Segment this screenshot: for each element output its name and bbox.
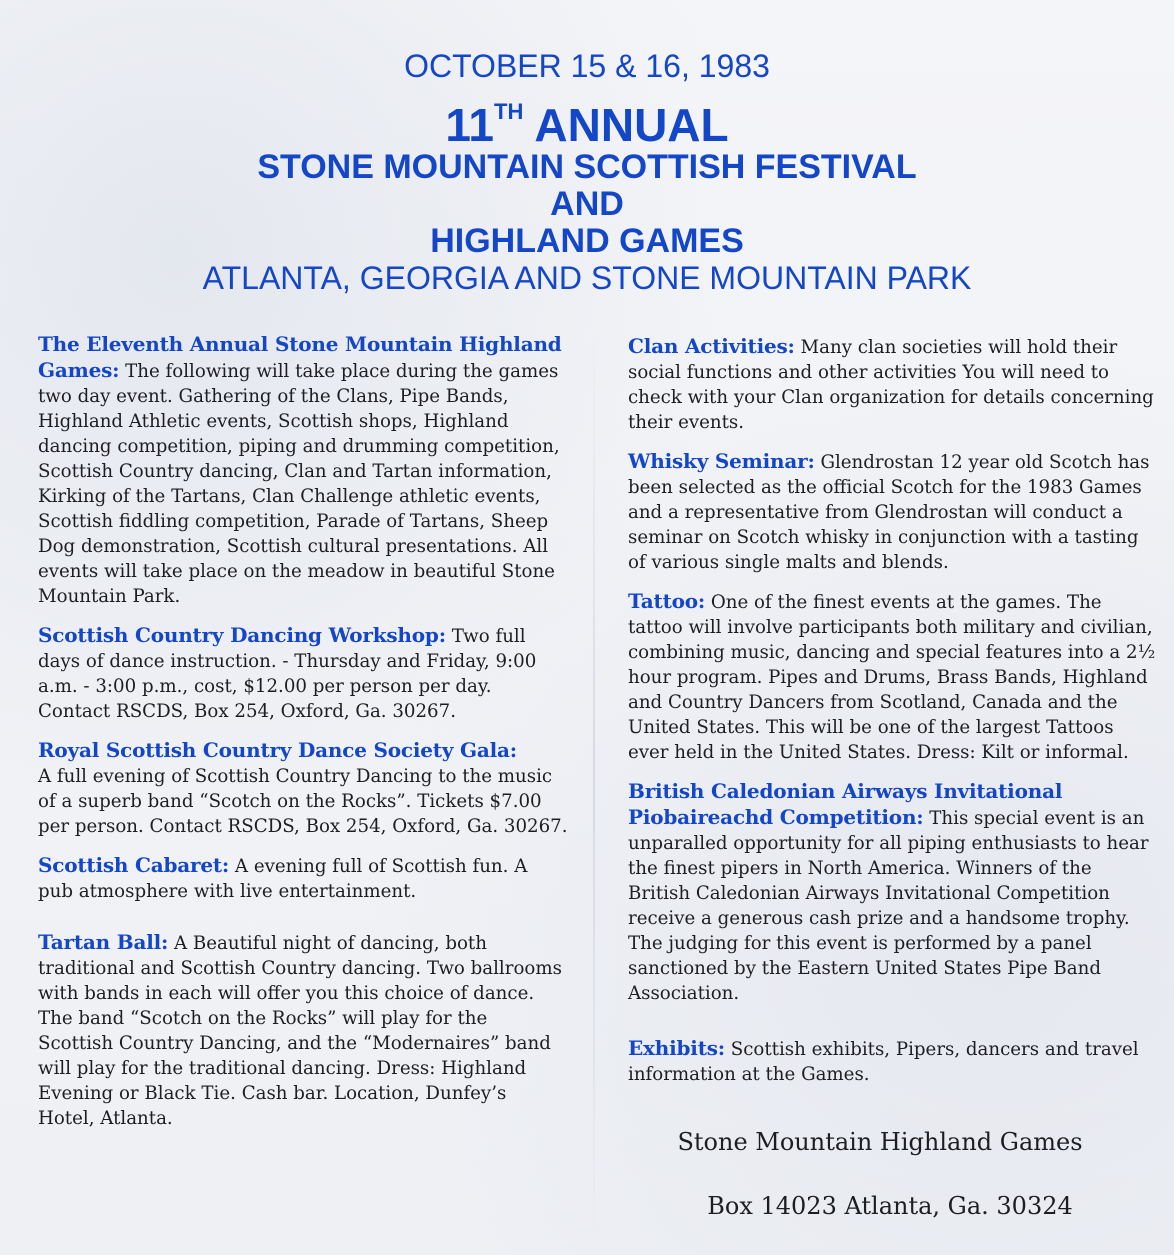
section-body: A evening full of Scottish fun. A pub atmosphere with live entertainment. <box>38 856 528 902</box>
games-title: HIGHLAND GAMES <box>430 222 744 260</box>
section-clan-activities <box>628 334 1158 435</box>
section-body: Glendrostan 12 year old Scotch has been selected as the official Scotch for the 1983 Games and a representative from Glendrostan will conduct a seminar on Scotch whisky in conjunction with a tasting of various single malts and blends. <box>628 452 1150 573</box>
page-header <box>0 48 1174 296</box>
section-heading: Tattoo: <box>628 589 706 613</box>
page-fold-divider <box>593 320 595 1255</box>
section-body: A Beautiful night of dancing, both traditional and Scottish Country dancing. Two ballrooms with bands in each will offer you this choice of dance. The band “Scotch on the Rocks” will play for the Scottish Country Dancing, and the “Modernaires” band will play for the traditional dancing. Dress: Highland Evening or Black Tie. Cash bar. Location, Dunfey’s Hotel, Atlanta. <box>38 933 562 1129</box>
section-body: Scottish exhibits, Pipers, dancers and travel information at the Games. <box>628 1039 1139 1085</box>
right-column <box>628 334 1158 1101</box>
annual-suffix: TH <box>494 99 524 124</box>
section-heading: The Eleventh Annual Stone Mountain Highland Games: <box>38 332 562 382</box>
section-heading: Royal Scottish Country Dance Society Gala: <box>38 738 517 762</box>
section-heading: Exhibits: <box>628 1036 725 1060</box>
section-body: A full evening of Scottish Country Dancing to the music of a superb band “Scotch on the Rocks”. Tickets $7.00 per person. Contact RSCDS, Box 254, Oxford, Ga. 30267. <box>38 766 568 837</box>
section-body: The following will take place during the games two day event. Gathering of the Clans, Pipe Bands, Highland Athletic events, Scottish shops, Highland dancing competition, piping and drumming competition, Scottish Country dancing, Clan and Tartan information, Kirking of the Tartans, Clan Challenge athletic events, Scottish fiddling competition, Parade of Tartans, Sheep Dog demonstration, Scottish cultural presentations. All events will take place on the meadow in beautiful Stone Mountain Park. <box>38 361 560 607</box>
section-rscds-gala <box>38 738 568 839</box>
section-tattoo <box>628 589 1158 765</box>
section-heading: Scottish Cabaret: <box>38 853 230 877</box>
section-heading: Tartan Ball: <box>38 930 169 954</box>
event-date: OCTOBER 15 & 16, 1983 <box>404 48 770 84</box>
section-body: One of the finest events at the games. The tattoo will involve participants both military and civilian, combining music, dancing and special features into a 2½ hour program. Pipes and Drums, Brass Bands, Highland and Country Dancers from Scotland, Canada and the United States. This will be one of the largest Tattoos ever held in the United States. Dress: Kilt or informal. <box>628 592 1156 763</box>
section-heading: Whisky Seminar: <box>628 449 815 473</box>
festival-title: STONE MOUNTAIN SCOTTISH FESTIVAL <box>257 148 917 186</box>
section-body: Two full days of dance instruction. - Thursday and Friday, 9:00 a.m. - 3:00 p.m., cost, $12.00 per person per day. Contact RSCDS, Box 254, Oxford, Ga. 30267. <box>38 626 537 722</box>
left-column <box>38 332 568 1145</box>
section-body: This special event is an unparalled opportunity for all piping enthusiasts to hear the finest pipers in North America. Winners of the British Caledonian Airways Invitational Competition receive a generous cash prize and a handsome trophy. The judging for this event is performed by a panel sanctioned by the Eastern United States Pipe Band Association. <box>628 808 1149 1004</box>
section-piobaireachd-competition <box>628 779 1158 1006</box>
annual-word: ANNUAL <box>534 99 729 151</box>
section-body: Many clan societies will hold their social functions and other activities You will need to check with your Clan organization for details concerning their events. <box>628 337 1154 433</box>
section-heading: Scottish Country Dancing Workshop: <box>38 623 446 647</box>
section-dancing-workshop <box>38 623 568 724</box>
festival-title-and: AND <box>550 185 624 223</box>
section-highland-games <box>38 332 568 609</box>
footer-organization: Stone Mountain Highland Games <box>677 1128 1083 1156</box>
section-cabaret <box>38 853 568 904</box>
section-tartan-ball <box>38 930 568 1131</box>
section-exhibits <box>628 1036 1158 1087</box>
section-whisky-seminar <box>628 449 1158 575</box>
section-heading: Clan Activities: <box>628 334 795 358</box>
event-location: ATLANTA, GEORGIA AND STONE MOUNTAIN PARK <box>202 260 972 296</box>
annual-number: 11 <box>445 99 495 151</box>
section-heading: British Caledonian Airways Invitational Piobaireachd Competition: <box>628 779 1063 829</box>
footer-address: Box 14023 Atlanta, Ga. 30324 <box>707 1192 1073 1220</box>
annual-title <box>0 88 1174 149</box>
